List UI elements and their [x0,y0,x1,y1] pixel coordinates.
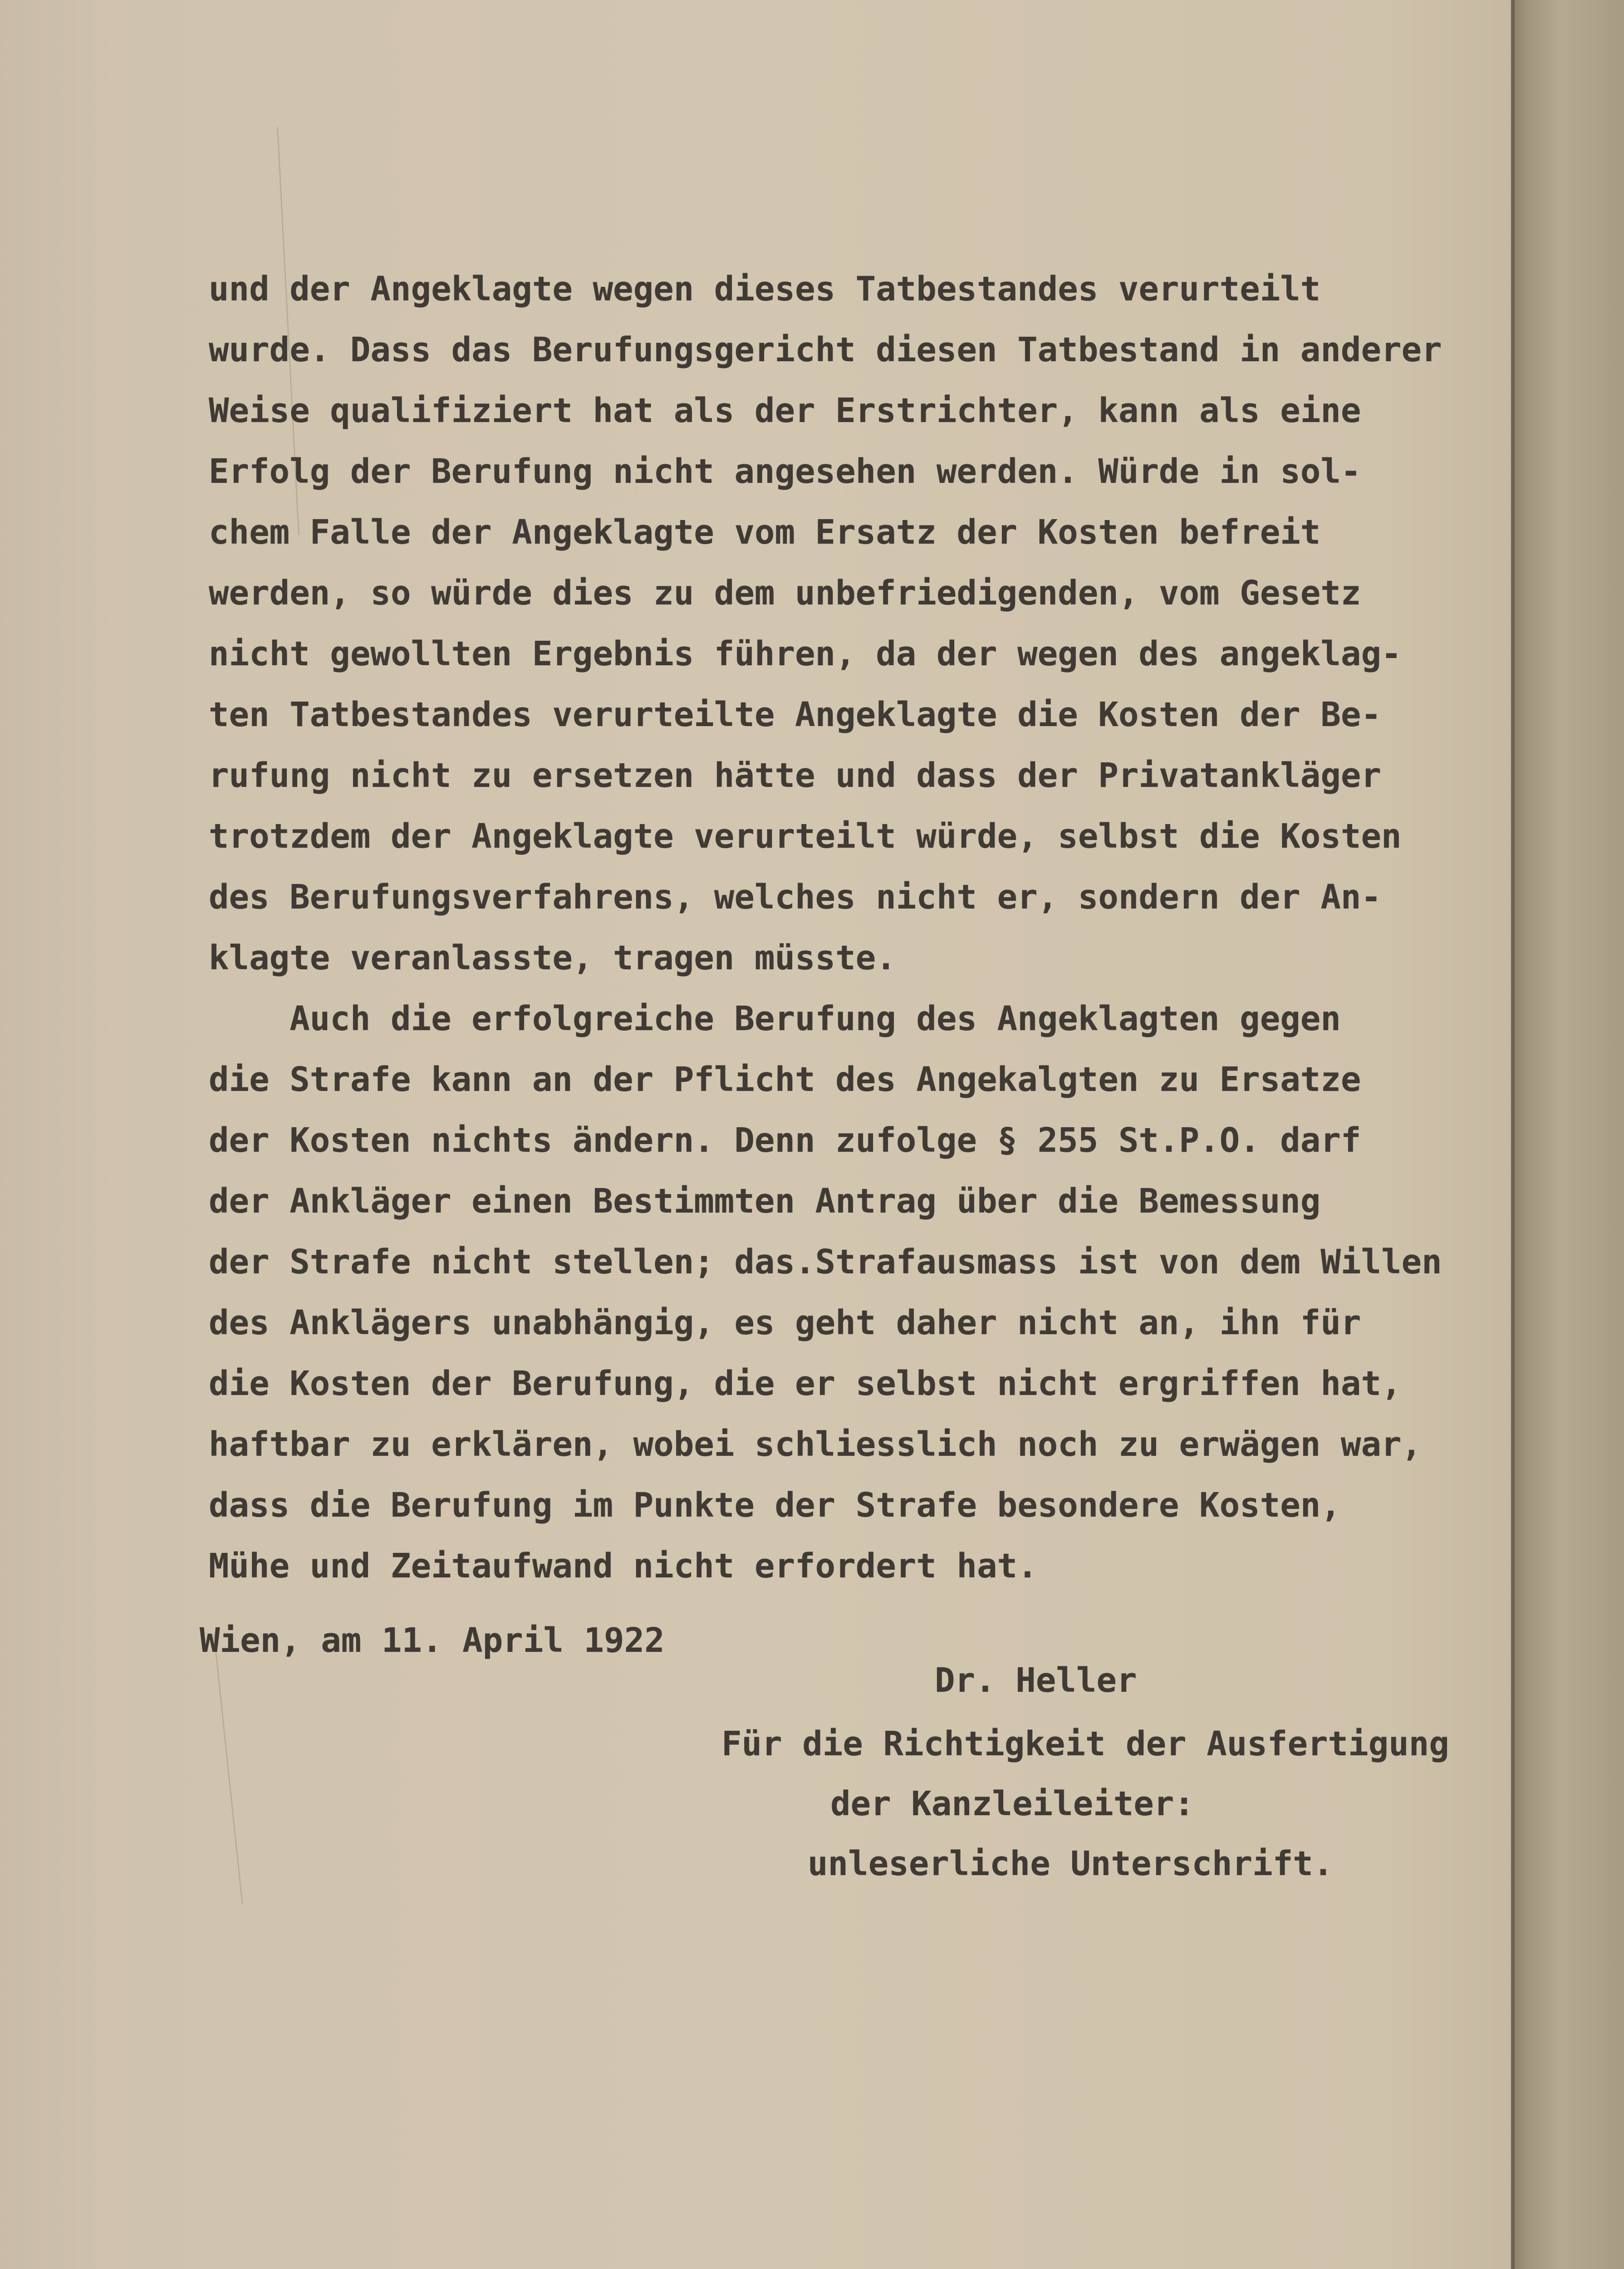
text-line: des Anklägers unabhängig, es geht daher nicht an, ihn für [209,1303,1361,1342]
text-line: die Strafe kann an der Pflicht des Angekalgten zu Ersatze [209,1060,1361,1099]
paper-crease [213,1634,243,1905]
text-line: haftbar zu erklären, wobei schliesslich noch zu erwägen war, [209,1425,1422,1464]
text-line: Auch die erfolgreiche Berufung des Angeklagten gegen [209,999,1341,1038]
text-line: klagte veranlasste, tragen müsste. [209,938,896,977]
text-line: Erfolg der Berufung nicht angesehen werden. Würde in sol- [209,452,1361,491]
text-line: dass die Berufung im Punkte der Strafe besondere Kosten, [209,1486,1341,1525]
text-line: und der Angeklagte wegen dieses Tatbestandes verurteilt [209,270,1321,309]
date-line: Wien, am 11. April 1922 [200,1621,665,1660]
certification-line: Für die Richtigkeit der Ausfertigung [721,1724,1449,1763]
text-line: der Strafe nicht stellen; das.Strafausmass ist von dem Willen [209,1243,1442,1282]
certification-line: unleserliche Unterschrift. [808,1844,1334,1883]
text-line: werden, so würde dies zu dem unbefriedigenden, vom Gesetz [209,574,1361,613]
text-line: trotzdem der Angeklagte verurteilt würde, selbst die Kosten [209,817,1402,856]
binding-edge [1511,0,1624,2269]
text-line: Weise qualifiziert hat als der Erstrichter, kann als eine [209,391,1361,430]
text-line: ten Tatbestandes verurteilte Angeklagte die Kosten der Be- [209,695,1382,734]
text-line: die Kosten der Berufung, die er selbst nicht ergriffen hat, [209,1364,1402,1403]
text-line: rufung nicht zu ersetzen hätte und dass der Privatankläger [209,756,1382,795]
text-line: des Berufungsverfahrens, welches nicht er, sondern der An- [209,878,1382,917]
text-line: der Ankläger einen Bestimmten Antrag über die Bemessung [209,1182,1321,1221]
text-line: Mühe und Zeitaufwand nicht erfordert hat. [209,1547,1038,1586]
certification-line: der Kanzleileiter: [830,1784,1194,1823]
signatory-name: Dr. Heller [935,1661,1137,1700]
text-line: nicht gewollten Ergebnis führen, da der wegen des angeklag- [209,634,1402,673]
text-line: wurde. Dass das Berufungsgericht diesen Tatbestand in anderer [209,330,1442,369]
text-line: chem Falle der Angeklagte vom Ersatz der Kosten befreit [209,513,1321,552]
text-line: der Kosten nichts ändern. Denn zufolge § 255 St.P.O. darf [209,1121,1361,1160]
